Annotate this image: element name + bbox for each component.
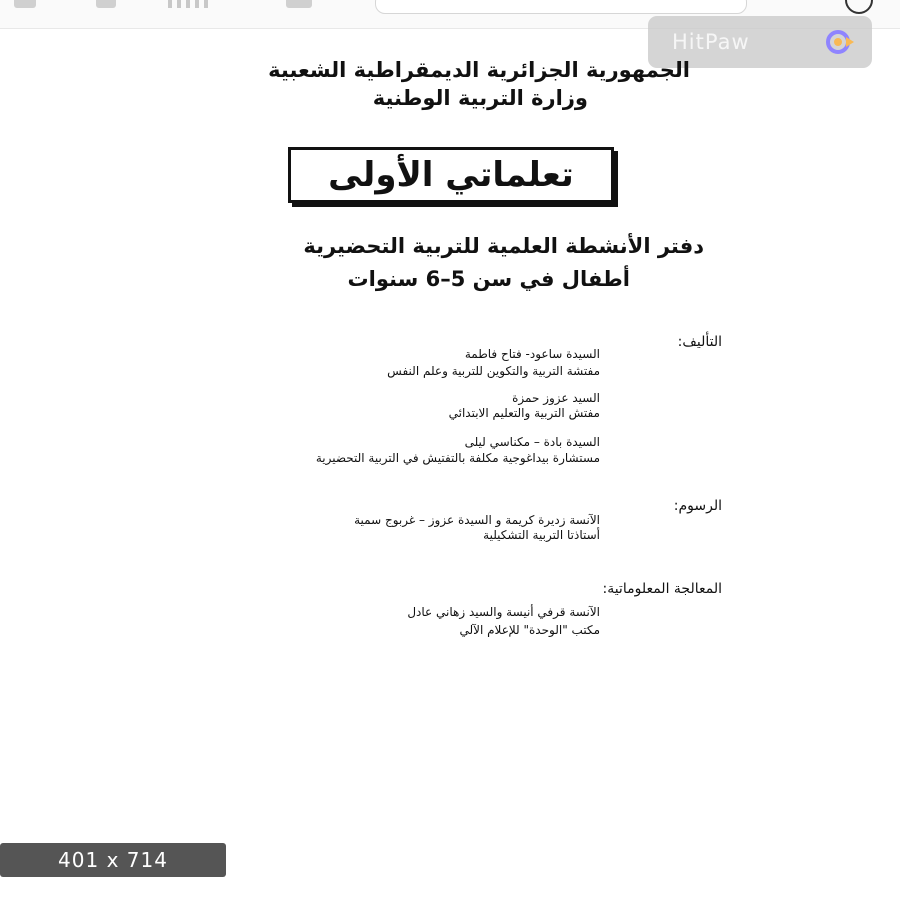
- author-3-role: مستشارة بيداغوجية مكلفة بالتفتيش في التربية التحضيرية: [315, 451, 600, 465]
- image-size-badge: [0, 843, 226, 877]
- author-1-role: مفتشة التربية والتكوين للتربية وعلم النفس: [387, 364, 600, 378]
- pin-icon[interactable]: [96, 0, 116, 8]
- address-bar[interactable]: [375, 0, 747, 14]
- authors-label: التأليف:: [677, 334, 722, 350]
- processing-office: مكتب "الوحدة" للإعلام الآلي: [459, 623, 600, 637]
- image-size-text: 401 x 714: [58, 848, 168, 872]
- processing-names: الآنسة قرفي أنيسة والسيد زهاني عادل: [407, 605, 600, 619]
- book-title: تعلماتي الأولى: [328, 155, 574, 195]
- processing-label: المعالجة المعلوماتية:: [602, 581, 722, 597]
- library-icon[interactable]: [168, 0, 208, 8]
- toolbar-icon-left[interactable]: [14, 0, 36, 8]
- republic-name: الجمهورية الجزائرية الديمقراطية الشعبية: [268, 58, 690, 82]
- ministry-name: وزارة التربية الوطنية: [372, 86, 588, 110]
- watermark-text: HitPaw: [672, 30, 750, 54]
- author-3-name: السيدة بادة – مكناسي ليلى: [464, 435, 600, 449]
- subtitle-line1: دفتر الأنشطة العلمية للتربية التحضيرية: [303, 234, 704, 258]
- share-icon[interactable]: [286, 0, 312, 8]
- illustrators-role: أستاذتا التربية التشكيلية: [483, 528, 600, 542]
- book-title-box: [288, 147, 614, 203]
- illustrators-names: الآنسة زديرة كريمة و السيدة عزوز – غربوج سمية: [354, 513, 600, 527]
- author-1-name: السيدة ساعود- فتاح فاطمة: [464, 347, 600, 361]
- author-2-name: السيد عزوز حمزة: [512, 391, 600, 405]
- illustrations-label: الرسوم:: [673, 498, 722, 514]
- hitpaw-logo-icon: [826, 29, 854, 55]
- account-icon[interactable]: [845, 0, 873, 14]
- subtitle-line2: أطفال في سن 5–6 سنوات: [347, 267, 630, 291]
- author-2-role: مفتش التربية والتعليم الابتدائي: [448, 406, 600, 420]
